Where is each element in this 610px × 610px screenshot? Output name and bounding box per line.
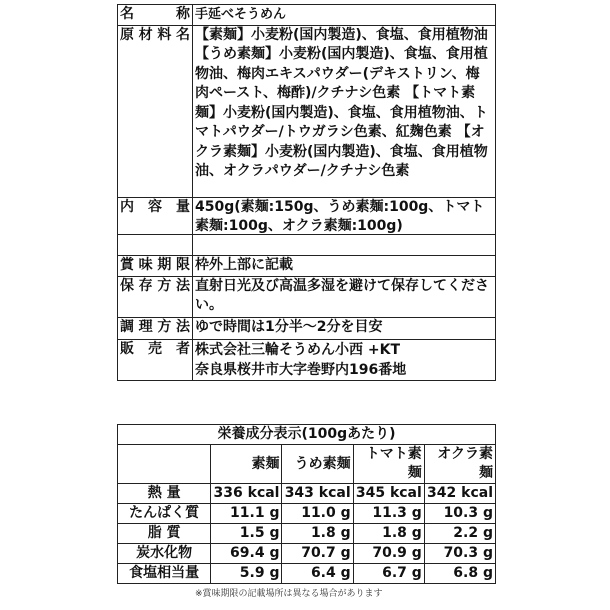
nutrition-row-label: たんぱく質	[118, 504, 211, 524]
label-row-content	[118, 197, 495, 234]
label-row-storage	[118, 276, 495, 317]
nutrition-col-tomato: トマト素麺	[353, 445, 424, 484]
nutrition-cell: 342 kcal	[424, 484, 495, 504]
nutrition-row-label: 脂 質	[118, 524, 211, 544]
label-row-name	[118, 5, 495, 25]
nutrition-cell: 70.9 g	[353, 544, 424, 564]
nutrition-row-label: 熱 量	[118, 484, 211, 504]
label-head-ingredients: 原材料名	[118, 26, 193, 197]
nutrition-cell: 343 kcal	[282, 484, 353, 504]
nutrition-col-ume: うめ素麺	[282, 445, 353, 484]
label-value-cooking: ゆで時間は1分半～2分を目安	[195, 318, 383, 335]
nutrition-cell: 1.8 g	[282, 524, 353, 544]
nutrition-cell: 10.3 g	[424, 504, 495, 524]
nutrition-table	[117, 424, 496, 584]
label-head-seller: 販 売 者	[118, 340, 193, 380]
nutrition-cell: 1.5 g	[211, 524, 282, 544]
nutrition-row-carbs	[118, 544, 496, 564]
nutrition-cell: 6.4 g	[282, 564, 353, 584]
label-value-seller	[193, 340, 495, 380]
nutrition-cell: 70.7 g	[282, 544, 353, 564]
nutrition-col-somen: 素麺	[211, 445, 282, 484]
nutrition-cell: 11.0 g	[282, 504, 353, 524]
nutrition-cell: 336 kcal	[211, 484, 282, 504]
nutrition-cell: 345 kcal	[353, 484, 424, 504]
label-value-ingredients: 【素麺】小麦粉(国内製造)、食塩、食用植物油 【うめ素麺】小麦粉(国内製造)、食塩、食用植物油、梅肉エキスパウダー(デキストリン、梅肉ペースト、梅酢)/クチナシ色素 【トマト素麺】小麦粉(国内製造)、食塩、食用植物油、トマトパウダー/トウガラシ色素、紅麹色素 【オクラ素麺】小麦粉(国内製造)、食塩、食用植物油、オクラパウダー/クチナシ色素	[195, 26, 488, 179]
label-row-ingredients	[118, 25, 495, 197]
label-value-best-before: 枠外上部に記載	[195, 256, 293, 273]
label-head-storage: 保存方法	[118, 277, 193, 317]
label-row-seller	[118, 339, 495, 380]
nutrition-title: 栄養成分表示(100gあたり)	[118, 425, 496, 445]
label-row-cooking	[118, 317, 495, 339]
label-value-content: 450g(素麺:150g、うめ素麺:100g、トマト素麺:100g、オクラ素麺:100g)	[195, 198, 485, 234]
nutrition-cell: 69.4 g	[211, 544, 282, 564]
label-value-spacer	[193, 235, 495, 255]
label-head-name: 名 称	[118, 5, 193, 25]
nutrition-row-energy	[118, 484, 496, 504]
nutrition-cell: 70.3 g	[424, 544, 495, 564]
seller-line-1: 株式会社三輪そうめん小西 +KT	[195, 341, 401, 358]
label-head-content: 内 容 量	[118, 198, 193, 234]
nutrition-cell: 6.7 g	[353, 564, 424, 584]
nutrition-cell: 1.8 g	[353, 524, 424, 544]
nutrition-row-label: 炭水化物	[118, 544, 211, 564]
nutrition-cell: 5.9 g	[211, 564, 282, 584]
product-label-table	[117, 4, 496, 381]
nutrition-cell: 2.2 g	[424, 524, 495, 544]
nutrition-cell: 6.8 g	[424, 564, 495, 584]
label-row-best-before	[118, 255, 495, 276]
label-head-best-before: 賞味期限	[118, 256, 193, 276]
label-value-name: 手延べそうめん	[195, 7, 287, 22]
nutrition-row-fat	[118, 524, 496, 544]
label-head-cooking: 調理方法	[118, 318, 193, 339]
nutrition-cell: 11.3 g	[353, 504, 424, 524]
label-row-spacer	[118, 234, 495, 255]
seller-line-2: 奈良県桜井市大字巻野内196番地	[195, 361, 407, 378]
nutrition-row-label: 食塩相当量	[118, 564, 211, 584]
label-head-spacer	[118, 235, 193, 255]
nutrition-row-protein	[118, 504, 496, 524]
footnote: ※賞味期限の記載場所は異なる場合があります	[195, 589, 383, 599]
label-value-storage: 直射日光及び高温多湿を避けて保存してください。	[195, 277, 489, 313]
nutrition-cell: 11.1 g	[211, 504, 282, 524]
nutrition-row-salt	[118, 564, 496, 584]
nutrition-col-okra: オクラ素麺	[424, 445, 495, 484]
nutrition-corner-cell	[118, 445, 211, 484]
